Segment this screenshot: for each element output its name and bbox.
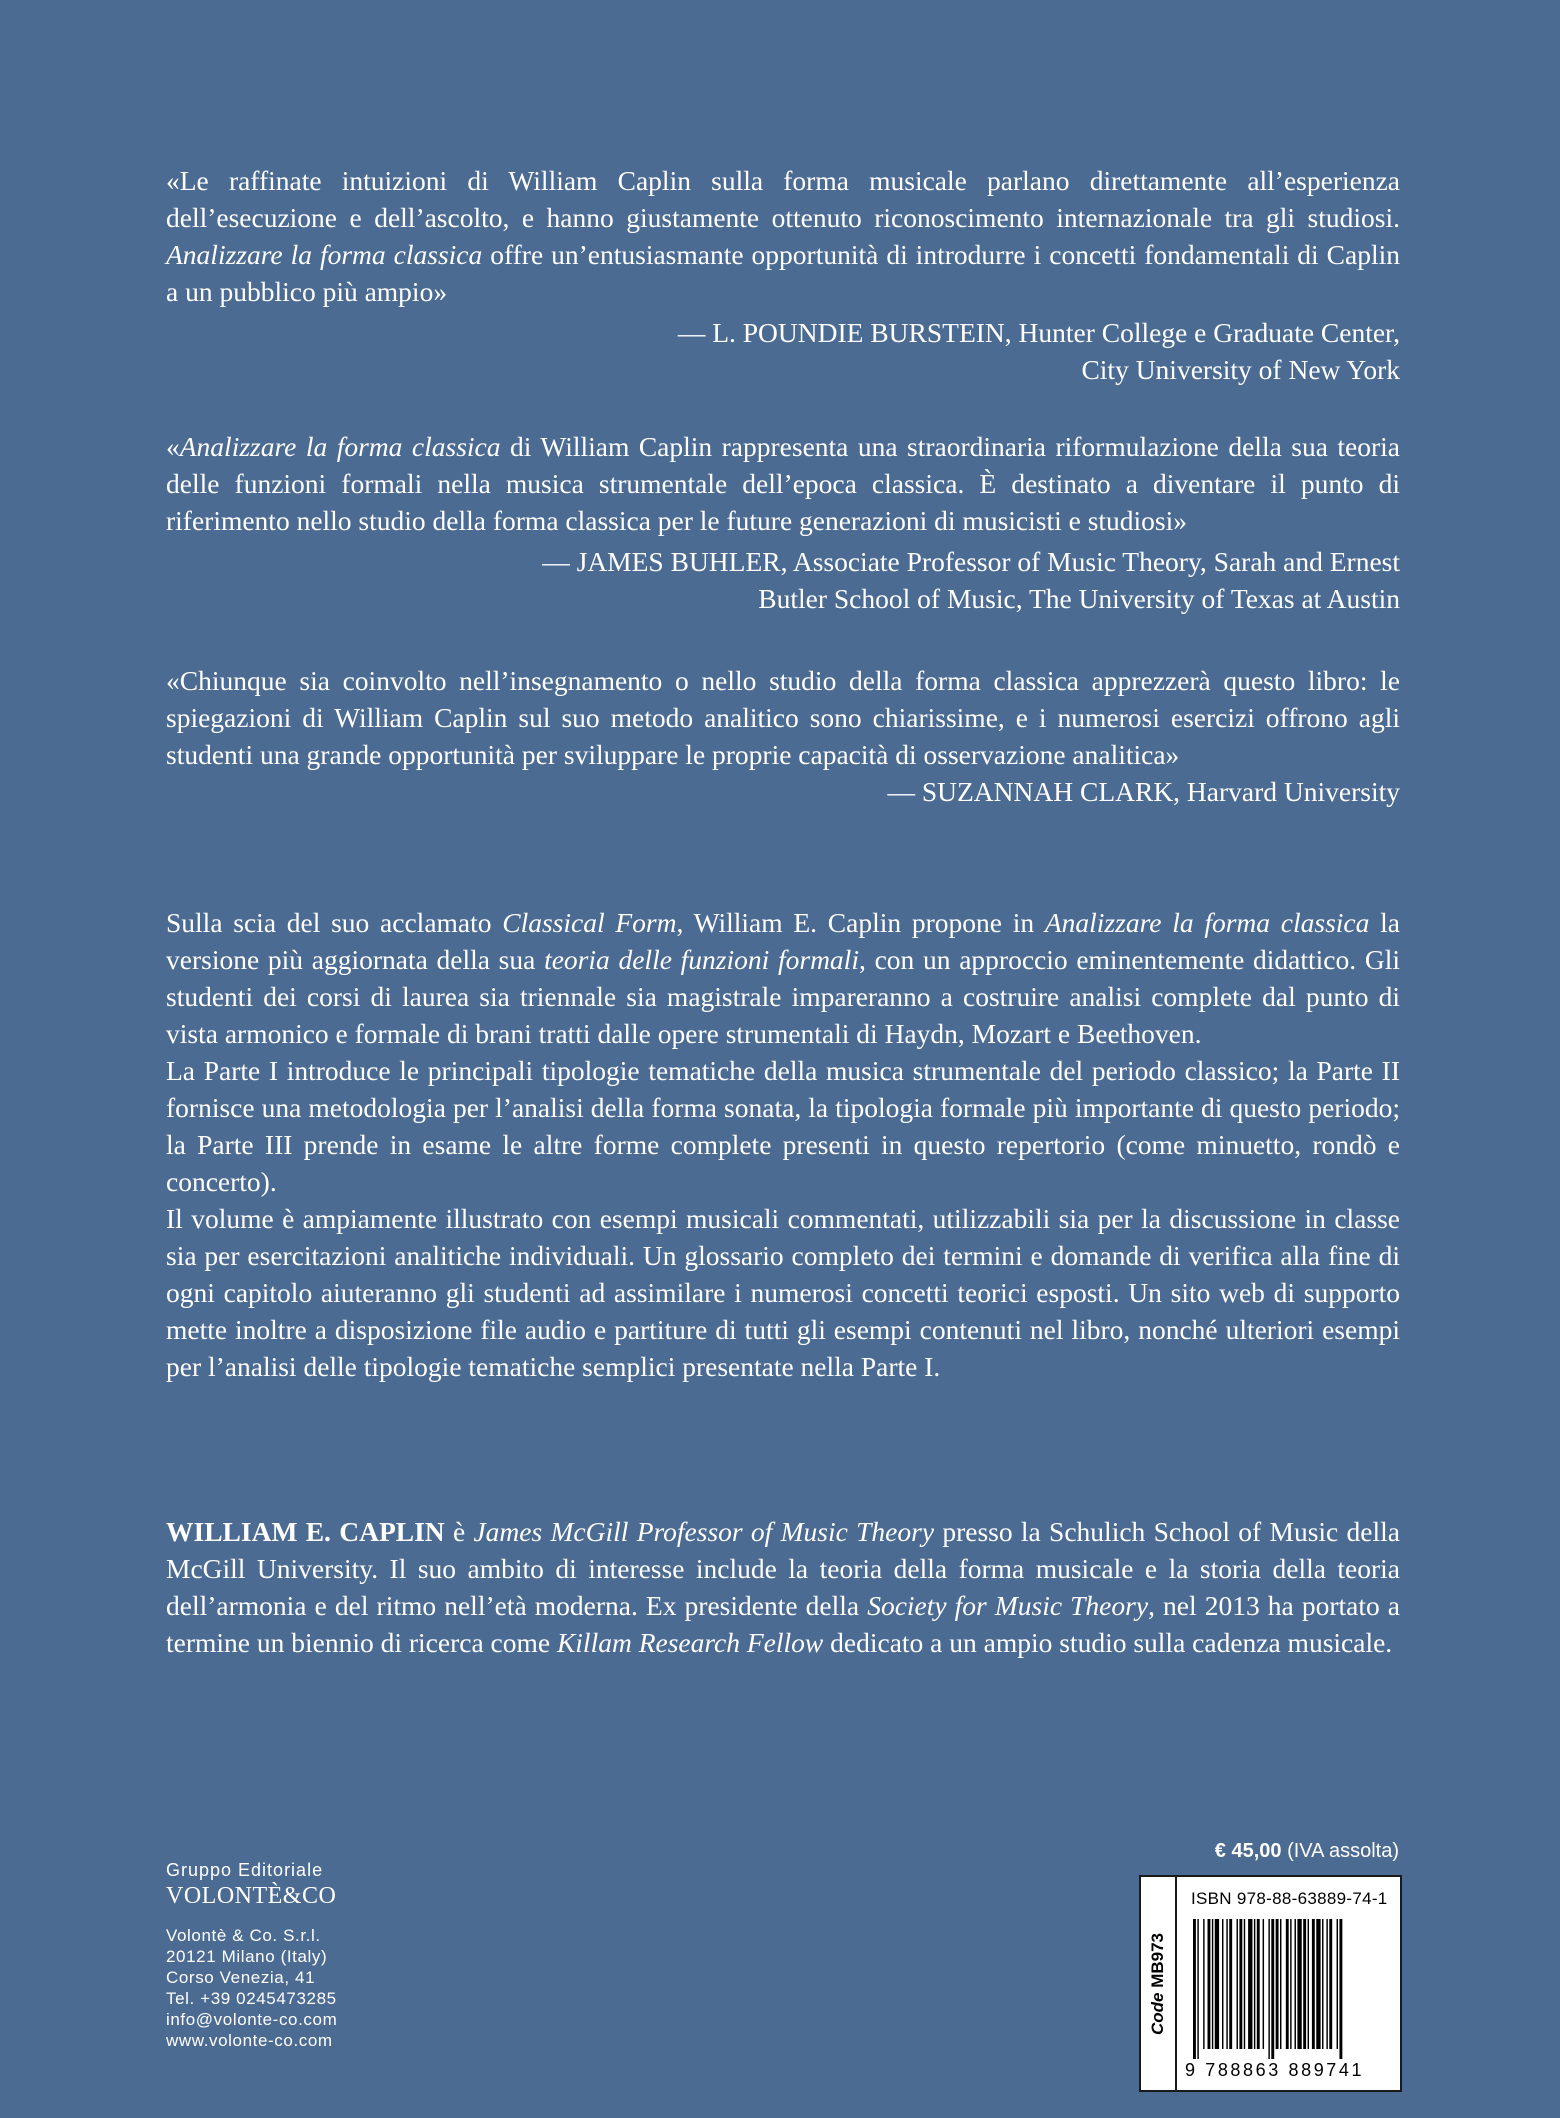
barcode-bar [1303, 1919, 1306, 2049]
barcode-bar [1257, 1919, 1260, 2049]
price-amount: € 45,00 [1214, 1840, 1282, 1862]
barcode-bar [1222, 1919, 1223, 2049]
review-attribution: — L. POUNDIE BURSTEIN, Hunter College e Graduate Center, City University of New York [677, 317, 1400, 385]
description-paragraph: Sulla scia del suo acclamato Classical Form, William E. Caplin propone in Analizzare la forma classica la versione più aggiornata della sua teoria delle funzioni formali, con un approccio eminentemente didattico. Gli studenti dei corsi di laurea sia triennale sia magistrale impareranno a costruire analisi complete dal punto di vista armonico e formale di brani tratti dalle opere strumentali di Haydn, Mozart e Beethoven. [166, 907, 1400, 1049]
barcode-bar [1280, 1919, 1281, 2049]
barcode-bar [1248, 1919, 1252, 2049]
code-value: MB973 [1148, 1932, 1167, 1988]
barcode-bar [1244, 1919, 1245, 2049]
barcode-bar [1312, 1919, 1315, 2049]
barcode-bar [1316, 1919, 1320, 2049]
publisher-logo: VOLONTÈ&CO [166, 1883, 337, 1909]
author-bio: WILLIAM E. CAPLIN è James McGill Professor of Music Theory presso la Schulich School of Music della McGill University. Il suo ambito di interesse include la teoria della forma musicale e la storia della teoria dell’armonia e del ritmo nell’età moderna. Ex presidente della Society for Music Theory, nel 2013 ha portato a termine un biennio di ricerca come Killam Research Fellow dedicato a un ampio studio sulla cadenza musicale. [166, 1516, 1401, 1658]
author-name: WILLIAM E. CAPLIN [166, 1516, 445, 1547]
barcode-bar [1215, 1919, 1219, 2049]
barcode-bar [1229, 1919, 1232, 2049]
review-attribution: — JAMES BUHLER, Associate Professor of Music Theory, Sarah and Ernest Butler School of Music, The University of Texas at Austin [542, 546, 1400, 614]
barcode-bar [1326, 1919, 1327, 2049]
barcode-bar [1197, 1919, 1198, 2059]
review-3 [166, 662, 1400, 810]
barcode-bar [1254, 1919, 1255, 2049]
barcode-bar [1193, 1919, 1196, 2059]
barcode-bar [1212, 1919, 1213, 2049]
barcode-bar [1339, 1919, 1342, 2059]
barcode-bar [1297, 1919, 1301, 2049]
ean-digits: 9 788863 889741 [1185, 2060, 1365, 2080]
review-attribution: — SUZANNAH CLARK, Harvard University [887, 776, 1400, 807]
barcode-bar [1337, 1919, 1338, 2049]
barcode-bar [1322, 1919, 1323, 2049]
publisher-info [166, 1860, 337, 2051]
barcode-bar [1263, 1919, 1264, 2049]
description-paragraph: Il volume è ampiamente illustrato con esempi musicali commentati, utilizzabili sia per la discussione in classe sia per esercitazioni analitiche individuali. Un glossario completo dei termini e domande di verifica alla fine di ogni capitolo aiuteranno gli studenti ad assimilare i numerosi concetti teorici esposti. Un sito web di supporto mette inoltre a disposizione file audio e partiture di tutti gli esempi contenuti nel libro, nonché ulteriori esempi per l’analisi delle tipologie tematiche semplici presentate nella Parte I. [166, 1203, 1400, 1382]
product-code-strip [1141, 1877, 1177, 2090]
barcode-bar [1271, 1919, 1274, 2059]
review-quote: «Analizzare la forma classica di William Caplin rappresenta una straordinaria riformulazione della sua teoria delle funzioni formali nella musica strumentale dell’epoca classica. È destinato a diventare il punto di riferimento nello studio della forma classica per le future generazioni di musicisti e studiosi» [166, 431, 1400, 536]
description-paragraph: La Parte I introduce le principali tipologie tematiche della musica strumentale del periodo classico; la Parte II fornisce una metodologia per l’analisi della forma sonata, la tipologia formale più importante di questo periodo; la Parte III prende in esame le altre forme complete presenti in questo repertorio (come minuetto, rondò e concerto). [166, 1055, 1400, 1197]
review-1 [166, 162, 1400, 388]
barcode-bar [1308, 1919, 1309, 2049]
publisher-group: Gruppo Editoriale [166, 1860, 324, 1880]
barcode-bar [1268, 1919, 1269, 2059]
review-2 [166, 428, 1400, 617]
review-quote: «Chiunque sia coinvolto nell’insegnamento o nello studio della forma classica apprezzerà questo libro: le spiegazioni di William Caplin sul suo metodo analitico sono chiarissime, e i numerosi esercizi offrono agli studenti una grande opportunità per sviluppare le proprie capacità di osservazione analitica» [166, 665, 1400, 770]
barcode-box [1139, 1875, 1402, 2092]
publisher-address: Volontè & Co. S.r.l. 20121 Milano (Italy) Corso Venezia, 41 Tel. +39 0245473285 info@volonte-co.com www.volonte-co.com [166, 1926, 338, 2050]
barcode-icon [1189, 1919, 1389, 2059]
barcode-bar [1237, 1919, 1238, 2049]
barcode-bar [1276, 1919, 1279, 2049]
isbn-text: ISBN 978-88-63889-74-1 [1191, 1889, 1388, 1908]
barcode-bar [1239, 1919, 1242, 2049]
barcode-bar [1290, 1919, 1291, 2049]
review-quote: «Le raffinate intuizioni di William Caplin sulla forma musicale parlano direttamente all’esperienza dell’esecuzione e dell’ascolto, e hanno giustamente ottenuto riconoscimento internazionale tra gli studiosi. Analizzare la forma classica offre un’entusiasmante opportunità di introdurre i concetti fondamentali di Caplin a un pubblico più ampio» [166, 165, 1401, 307]
barcode-bar [1208, 1919, 1211, 2049]
barcode-bar [1286, 1919, 1289, 2049]
barcode-bar [1295, 1919, 1296, 2049]
price-note: (IVA assolta) [1287, 1840, 1399, 1862]
code-label: Code [1148, 1992, 1167, 2035]
barcode-bar [1226, 1919, 1227, 2049]
price [1215, 1840, 1399, 1863]
barcode-bar [1203, 1919, 1204, 2049]
book-description [166, 904, 1400, 1385]
barcode-bar [1329, 1919, 1332, 2049]
